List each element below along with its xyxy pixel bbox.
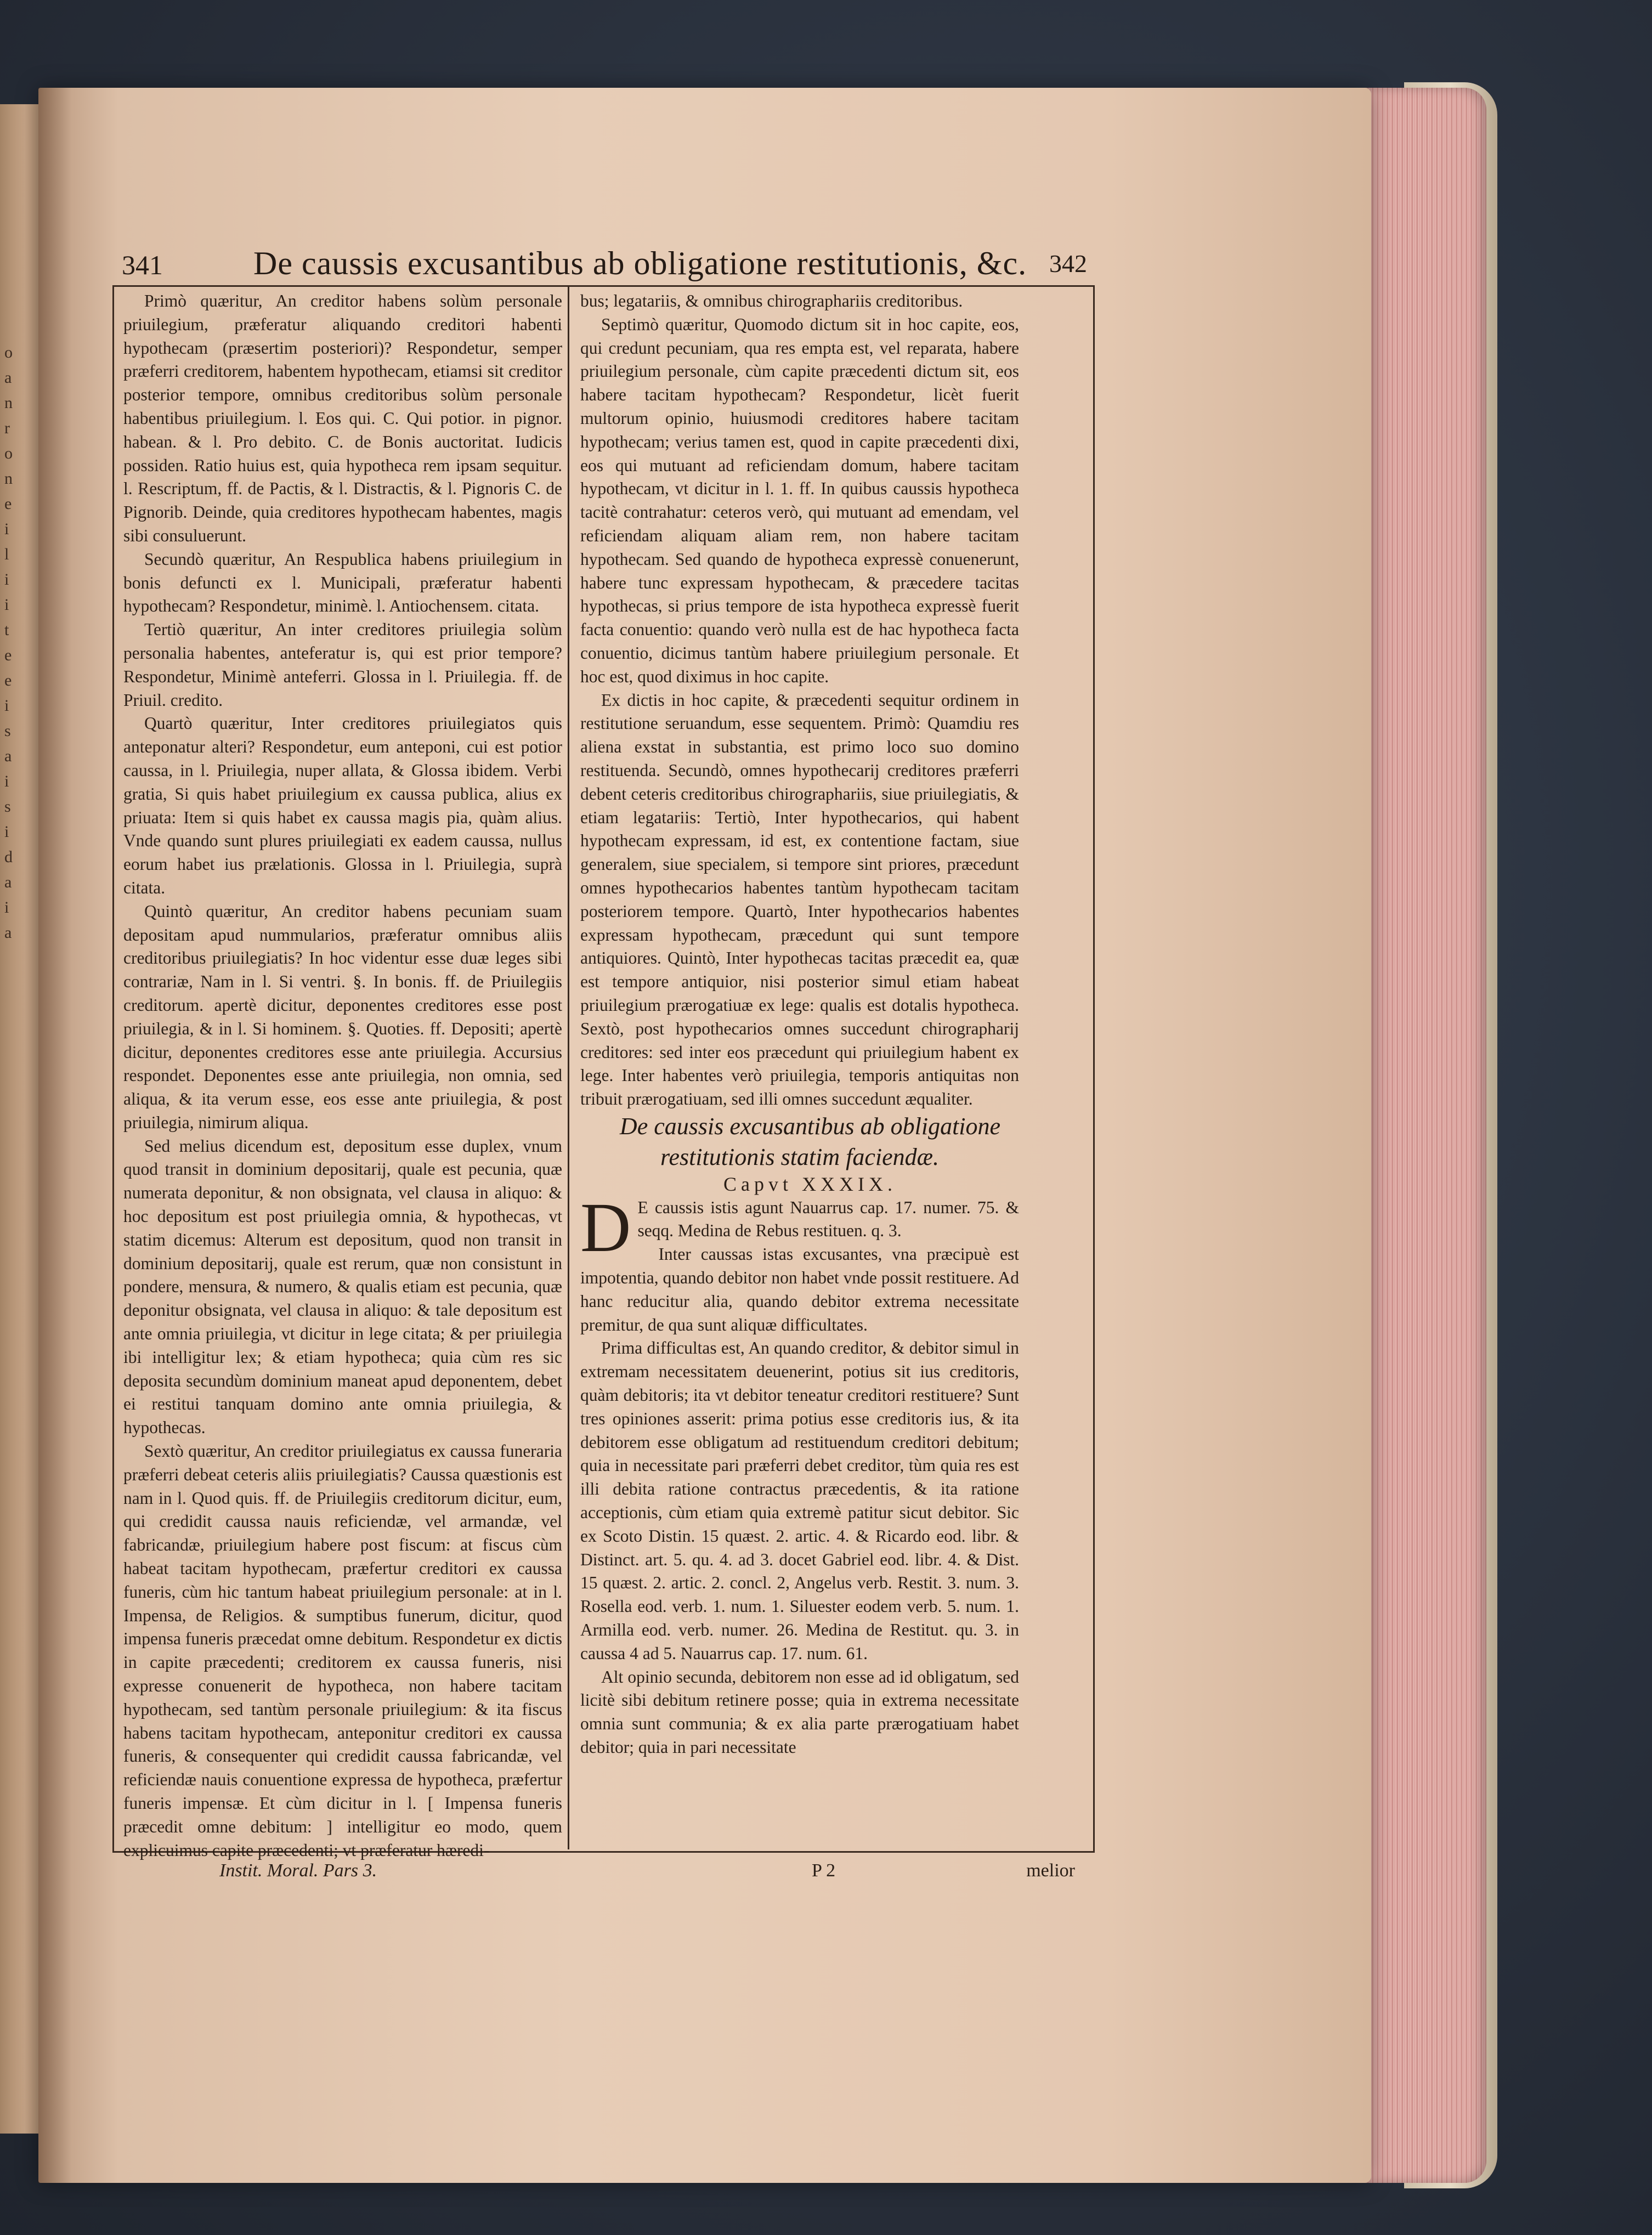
left-margin-letter: d [4,848,13,866]
left-margin-letter: o [4,343,13,361]
paragraph-opinio-secunda: Alt opinio secunda, debitorem non esse ad id obligatum, sed licitè sibi debitum retinere posse; quia in extrema necessitate omnia sunt communia; & ex alia parte prærogatiuam habet debitor; quia in pari necessitate [580,1667,1019,1757]
column-divider [568,287,569,1849]
left-margin-letter: a [4,747,12,765]
drop-cap: D [580,1188,631,1266]
chapter-number: Capvt XXXIX. [723,1173,897,1195]
page-footer [219,1860,1075,1893]
chapter-title: De caussis excusantibus ab obligatione restitutionis statim faciendæ. [619,1112,1001,1170]
left-margin-letter: a [4,873,12,891]
paragraph-ordo: Ex dictis in hoc capite, & præcedenti sequitur ordinem in restitutione seruandum, esse sequentem. Primò: Quamdiu res aliena exstat in substantia, est primo loco suo domino restituenda. Secundò, omnes hypothecarij creditores præferri debent ceteris creditoribus chirographariis, siue priuilegiatis, & etiam legatariis: Tertiò, Inter hypothecarios, qui habent hypothecam expressam, id est, ex contentione factam, siue generalem, siue specialem, si tempore sint priores, præcedunt omnes hypothecarios habentes tantùm hypothecam tacitam posteriorem tempore. Quartò, Inter hypothecarios habentes expressam hypothecam, præcedunt qui sunt tempore antiquiores. Quintò, Inter hypothecas tacitas præcedit ea, quæ est tempore antiquior, nisi posterior simul etiam habeat priuilegium prærogatiuæ ex lege: qualis est dotalis hypotheca. Sextò, post hypothecarios omnes succedunt chirographarij creditores: sed inter eos præcedunt qui priuilegium habent ex lege. Inter habentes verò priuilegia, temporis antiquitas non tribuit prærogatiuam, sed illi omnes succedunt æqualiter. [580,690,1019,1109]
chapter-opening-text: E caussis istis agunt Nauarrus cap. 17. numer. 75. & seqq. Medina de Rebus restituen. q. 3. [637,1197,1019,1241]
left-margin-letter: e [4,646,12,664]
page-gutter-shadow [38,88,71,2183]
chapter-opening-paragraph [580,1188,1019,1266]
running-head: De caussis excusantibus ab obligatione restitutionis, &c. [253,245,1027,281]
left-margin-letter: i [4,772,9,790]
footer-signature: P 2 [812,1860,836,1881]
left-margin-letter: i [4,520,9,538]
paragraph-impotentia: Inter caussas istas excusantes, vna præcipuè est impotentia, quando debitor non habet vnde possit restituere. Ad hanc reducitur alia, quando debitor extrema necessitate premitur, de qua sunt aliquæ difficultates. [580,1244,1019,1334]
page-header [122,245,1087,288]
left-margin-letter: i [4,898,9,916]
paragraph-tertio: Tertiò quæritur, An inter creditores priuilegia solùm personalia habentes, anteferatur is, qui est prior tempore? Respondetur, Minimè anteferri. Glossa in l. Priuilegia. ff. de Priuil. credito. [123,620,562,710]
left-margin-letter: t [4,621,9,639]
left-margin-letter: i [4,823,9,841]
footer-catchword: melior [1026,1860,1075,1881]
left-page-margin-text [4,340,26,1985]
left-margin-letter: s [4,722,11,740]
left-margin-letter: a [4,924,12,942]
left-page-number: 341 [122,250,163,280]
left-column [123,290,562,1860]
paragraph-continuation: bus; legatariis, & omnibus chirographariis creditoribus. [580,291,963,310]
paragraph-quarto: Quartò quæritur, Inter creditores priuilegiatos quis anteponatur alteri? Respondetur, eum anteponi, cui est potior caussa, in l. Priuilegia, nuper allata, & Glossa ibidem. Verbi gratia, Si quis habet priuilegium ex caussa publica, alius ex priuata: Item si quis habet ex caussa magis pia, quàm alius. Vnde quando sunt plures priuilegiati ex eadem caussa, nullus eorum habet ius prælationis. Glossa in l. Priuilegia, suprà citata. [123,714,562,897]
left-margin-letter: a [4,369,12,387]
paragraph-secundo: Secundò quæritur, An Respublica habens priuilegium in bonis defuncti ex l. Municipali, præferatur habenti hypothecam? Respondetur, minimè. l. Antiochensem. citata. [123,549,562,616]
left-margin-letter: i [4,596,9,614]
left-margin-letter: l [4,545,9,563]
right-page-number: 342 [1049,250,1087,278]
paragraph-quinto: Quintò quæritur, An creditor habens pecuniam suam depositam apud nummularios, præferatur omnibus aliis creditoribus priuilegiatis? In hoc videntur esse duæ leges sibi contrariæ, Nam in l. Si ventri. §. In bonis. ff. de Priuilegiis creditorum. apertè dicitur, deponentes creditores esse post priuilegia, & in l. Si hominem. §. Quoties. ff. Depositi; apertè dicitur, deponentes creditores esse ante priuilegia. Accursius respondet. Deponentes esse ante priuilegia, non omnia, sed aliqua, & ita verum esse, eos esse ante priuilegia, & post priuilegia, nimirum aliqua. [123,901,562,1132]
left-margin-letter: i [4,570,9,589]
paragraph-septimo: Septimò quæritur, Quomodo dictum sit in hoc capite, eos, qui credunt pecuniam, qua res empta est, vel reparata, habere priuilegium personale, cùm capite præcedenti dictum sit, eos habere tacitam hypothecam? Respondetur, licèt fuerit multorum opinio, huiusmodi creditores habere tacitam hypothecam; verius tamen est, quod in capite præcedenti dixi, eos qui mutuant ad reficiendam domum, habere tacitam hypothecam, vt dicitur in l. 1. ff. In quibus caussis hypotheca tacitè contrahatur: ceteros verò, qui mutuant ad emendam, vel reficiendam aliquam aliam rem, non habere tacitam hypothecam. Sed quando de hypotheca expressè conuenerunt, habere tunc expressam hypothecam, & præcedere tacitas hypothecas, si prius tempore de ista hypotheca expressè fuerit facta conuentio: quando verò nulla est de hac hypotheca facta conuentio, dicimus tantùm habere priuilegium personale. Et hoc est, quod diximus in hoc capite. [580,314,1019,686]
right-column [580,290,1019,1847]
left-margin-letter: n [4,394,13,412]
paragraph-primo: Primò quæritur, An creditor habens solùm personale priuilegium, præferatur aliquando creditori habenti hypothecam (præsertim posteriori)? Respondetur, semper præferri creditorem, habentem hypothecam, etiamsi sit creditor posterior tempore, omnibus creditoribus solùm personale habentibus priuilegium. l. Eos qui. C. Qui potior. in pignor. habean. & l. Pro debito. C. de Bonis auctoritat. Iudicis possiden. Ratio huius est, quia hypotheca rem ipsam sequitur. l. Rescriptum, ff. de Pactis, & l. Distractis, & l. Pignoris C. de Pignorib. Deinde, quia creditores hypothecam habentes, magis sibi consuluerunt. [123,291,562,545]
left-margin-letter: i [4,697,9,715]
paragraph-depositum: Sed melius dicendum est, depositum esse duplex, vnum quod transit in dominium depositarij, quale est pecunia, quæ numerata deponitur, & non obsignata, vel clausa in aliquo: & hoc depositum est post priuilegia omnia, & hypothecas, vt statim dicemus: Alterum est depositum, quod non transit in dominium depositarij, quale est rerum, quæ non consistunt in pondere, mensura, & numero, & qualis etiam est pecunia, quæ deponitur obsignata, vel clausa in aliquo: & tale depositum est ante omnia priuilegia, vt dicitur in lege citata; & per priuilegia ibi intelligitur lex; & etiam hypotheca; quia cùm res sic deposita secundùm dominium maneat apud deponentem, debet ei restitui tanquam domino ante omnia priuilegia, & hypothecas. [123,1136,562,1438]
paragraph-prima-difficultas: Prima difficultas est, An quando creditor, & debitor simul in extremam necessitatem deuenerint, potius sit ius creditoris, quàm debitoris; ita vt debitor teneatur creditori restituere? Sunt tres opiniones asserit: prima potius esse creditoris ius, & ita debitorem esse obligatum ad restituendum creditori debitum; quia in necessitate pari præferri debet creditor, tùm quia res est illi debita ratione contractus præcedentis, & ita ratione acceptionis, cùm etiam quia extremè patitur sicut debitor. Sic ex Scoto Distin. 15 quæst. 2. artic. 4. & Ricardo eod. libr. & Distinct. art. 5. qu. 4. ad 3. docet Gabriel eod. libr. 4. & Dist. 15 quæst. 2. artic. 2. concl. 2, Angelus verb. Restit. 3. num. 3. Rosella eod. verb. 1. num. 1. Siluester eodem verb. 5. num. 1. Armilla eod. verb. numer. 26. Medina de Restitut. qu. 3. in caussa 4 ad 5. Nauarrus cap. 17. num. 61. [580,1338,1019,1663]
left-margin-letter: n [4,469,13,488]
left-margin-letter: r [4,419,10,437]
footer-book-title: Instit. Moral. Pars 3. [219,1860,377,1881]
left-margin-letter: e [4,671,12,689]
paragraph-sexto: Sextò quæritur, An creditor priuilegiatus ex caussa funeraria præferri debeat ceteris aliis priuilegiatis? Caussa quæstionis est nam in l. Quod quis. ff. de Priuilegiis creditorum dicitur, eum, qui credidit caussa nauis reficiendæ, vel armandæ, vel fabricandæ, priuilegium habere post fiscum: at fiscus cùm habeat tacitam hypothecam, præfertur creditori ex caussa funeris, cùm hic tantum habeat priuilegium personale: at in l. Impensa, de Religios. & sumptibus funerum, dicitur, quod impensa funeris præcedat omne debitum. Respondetur ex dictis in capite præcedenti; creditorem ex caussa funeris, nisi expresse conuenerit de hypotheca, non habere tacitam hypothecam, sed tantùm personale priuilegium: & ita fiscus habens tacitam hypothecam, anteponitur creditori ex caussa funeris, & consequenter qui credidit caussa fabricandæ, vel reficiendæ nauis conuentione expressa de hypotheca, præfertur funeris impensæ. Et cùm dicitur in l. [ Impensa funeris præcedit omne debitum: ] intelligitur eo modo, quem explicuimus capite præcedenti; vt præferatur hæredi- [123,1441,562,1860]
left-margin-letter: o [4,444,13,462]
left-margin-letter: s [4,797,11,816]
left-margin-letter: e [4,495,12,513]
